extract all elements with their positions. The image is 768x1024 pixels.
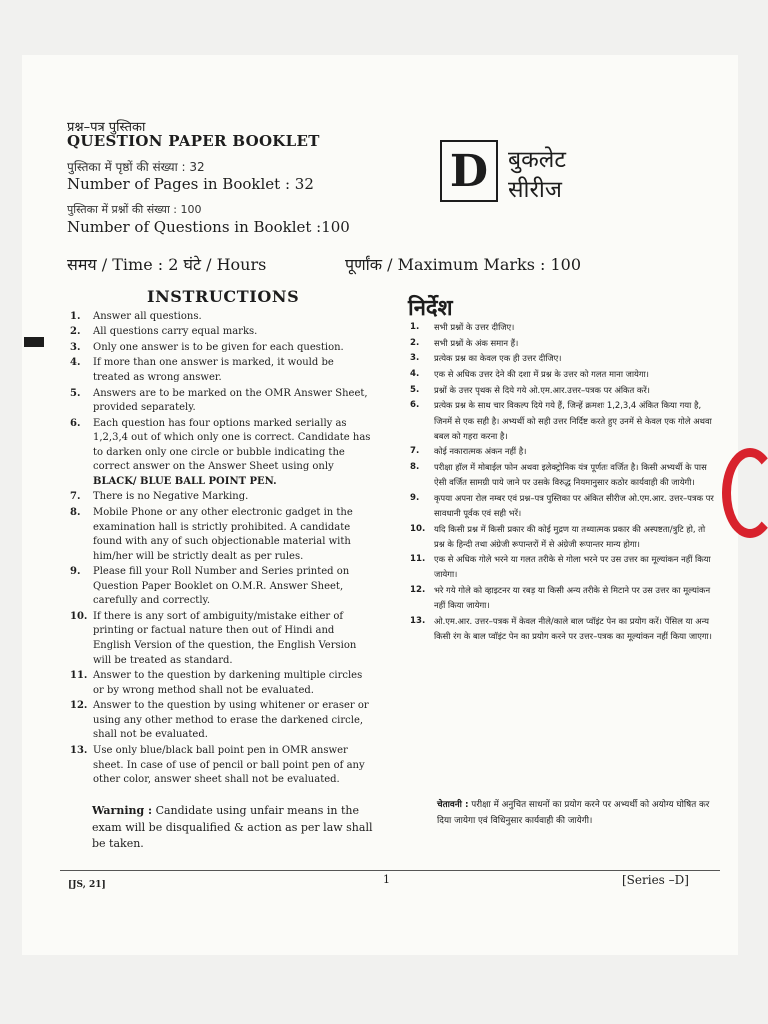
page-count-hindi: पुस्तिका में पृष्ठों की संख्या : 32	[67, 160, 205, 174]
list-item	[70, 565, 372, 609]
warning-label: Warning :	[92, 804, 153, 817]
list-item	[410, 320, 716, 335]
item-number: 1.	[410, 322, 420, 332]
time-allowed: समय / Time : 2 घंटे / Hours	[67, 255, 267, 274]
series-label-series: सीरीज	[508, 177, 562, 203]
booklet-code: [JS, 21]	[68, 880, 106, 890]
item-text: कृपया अपना रोल नम्बर एवं प्रश्न–पत्र पुस्तिका पर अंकित सीरीज ओ.एम.आर. उत्तर–पत्रक पर सावधानी पूर्वक एवं सही भरें।	[434, 492, 714, 518]
item-number: 1.	[70, 311, 81, 322]
item-number: 9.	[70, 566, 81, 578]
item-number: 6.	[410, 400, 420, 411]
item-text: Answer all questions.	[93, 311, 202, 322]
list-item	[410, 444, 716, 459]
item-number: 3.	[410, 353, 420, 364]
item-text: Answer to the question by using whitener or eraser or using any other method to erase the darkened circle, shall not be evaluated.	[93, 700, 369, 741]
item-text-bold: BLACK/ BLUE BALL POINT PEN.	[93, 475, 277, 487]
item-number: 2.	[70, 326, 81, 338]
item-number: 13.	[70, 744, 88, 756]
item-number: 8.	[70, 506, 81, 518]
item-text: भरे गये गोले को व्हाइटनर या रबड़ या किसी अन्य तरीके से मिटाने पर उस उत्तर का मूल्यांकन नहीं किया जायेगा।	[434, 585, 711, 611]
item-text: प्रत्येक प्रश्न के साथ चार विकल्प दिये गये हैं, जिन्हें क्रमशः 1,2,3,4 अंकित किया गया है, जिनमें से एक सही है। अभ्यर्थी को सही उत्तर निर्दिष्ट करते हुए उनमें से केवल एक गोले अथवा बबल को गहरा करना है।	[434, 400, 712, 441]
item-number: 4.	[70, 357, 81, 369]
item-text: Mobile Phone or any other electronic gadget in the examination hall is strictly prohibited. A candidate found with any of such objectionable material with him/her will be strictly dealt as per rules.	[93, 506, 353, 562]
item-text: सभी प्रश्नों के अंक समान हैं।	[434, 337, 519, 348]
instructions-list	[70, 310, 372, 789]
item-text: There is no Negative Marking.	[93, 491, 249, 503]
booklet-title: QUESTION PAPER BOOKLET	[67, 132, 320, 150]
list-item	[410, 367, 716, 382]
list-item	[70, 341, 372, 356]
list-item	[410, 398, 716, 443]
list-item	[70, 744, 372, 788]
footer-divider	[60, 870, 720, 871]
maximum-marks: पूर्णांक / Maximum Marks : 100	[345, 255, 582, 274]
item-text: Each question has four options marked serially as 1,2,3,4 out of which only one is correct. Candidate has to darken only one circle or bubble indicating the correct answer on the Answer Sheet using only	[93, 417, 371, 473]
list-item	[70, 356, 372, 385]
warning-text: Candidate using unfair means in the exam will be disqualified & action as per law shall be taken.	[92, 804, 373, 850]
item-number: 12.	[70, 700, 88, 712]
item-number: 2.	[410, 337, 420, 348]
list-item	[70, 669, 372, 698]
list-item	[70, 325, 372, 340]
list-item	[410, 522, 716, 552]
item-number: 7.	[70, 491, 81, 503]
warning-note	[92, 803, 377, 853]
item-text: प्रत्येक प्रश्न का केवल एक ही उत्तर दीजिए।	[434, 353, 562, 364]
item-text: परीक्षा हॉल में मोबाईल फोन अथवा इलेक्ट्रोनिक यंत्र पूर्णतः वर्जित है। किसी अभ्यर्थी के पास ऐसी वर्जित सामग्री पाये जाने पर उसके विरुद्ध नियमानुसार कठोर कार्यवाही की जायेगी।	[434, 462, 707, 488]
item-number: 12.	[410, 585, 426, 596]
list-item	[70, 490, 372, 505]
series-footer: [Series –D]	[622, 873, 689, 887]
item-text: प्रश्नों के उत्तर पृथक से दिये गये ओ.एम.आर.उत्तर–पत्रक पर अंकित करें।	[434, 384, 650, 395]
item-text: Use only blue/black ball point pen in OMR answer sheet. In case of use of pencil or ball point pen of any other color, answer sheet shall not be evaluated.	[93, 744, 365, 786]
instructions-heading-hindi: निर्देश	[408, 296, 453, 321]
page-count: Number of Pages in Booklet : 32	[67, 175, 314, 193]
question-count: Number of Questions in Booklet :100	[67, 218, 350, 236]
item-number: 7.	[410, 446, 420, 457]
margin-mark	[24, 337, 44, 347]
item-number: 5.	[70, 387, 81, 399]
list-item	[410, 552, 716, 582]
item-number: 6.	[70, 417, 81, 429]
page-number: 1	[383, 873, 390, 886]
item-number: 11.	[70, 670, 88, 682]
instructions-heading: INSTRUCTIONS	[147, 287, 300, 306]
series-label-booklet: बुकलेट	[508, 147, 566, 173]
item-text: If more than one answer is marked, it would be treated as wrong answer.	[93, 357, 334, 384]
item-text: ओ.एम.आर. उत्तर–पत्रक में केवल नीले/काले बाल प्वॉइंट पेन का प्रयोग करें। पेंसिल या अन्य किसी रंग के बाल प्वॉइंट पेन का प्रयोग करने पर उत्तर–पत्रक का मूल्यांकन नहीं किया जाएगा।	[434, 615, 712, 641]
list-item	[70, 310, 372, 325]
item-number: 11.	[410, 554, 426, 565]
list-item	[70, 610, 372, 668]
list-item	[410, 460, 716, 490]
item-number: 4.	[410, 369, 420, 380]
warning-text-hindi: परीक्षा में अनुचित साधनों का प्रयोग करने पर अभ्यर्थी को अयोग्य घोषित कर दिया जायेगा एवं विधिनुसार कार्यवाही की जायेगी।	[437, 800, 710, 826]
item-text: Answers are to be marked on the OMR Answer Sheet, provided separately.	[93, 387, 368, 414]
list-item	[70, 387, 372, 416]
list-item	[410, 491, 716, 521]
item-text: एक से अधिक उत्तर देने की दशा में प्रश्न के उत्तर को गलत माना जायेगा।	[434, 369, 649, 380]
list-item	[410, 614, 716, 644]
item-number: 3.	[70, 341, 81, 353]
item-text: Answer to the question by darkening multiple circles or by wrong method shall not be evaluated.	[93, 670, 363, 696]
item-number: 5.	[410, 384, 420, 395]
item-number: 9.	[410, 492, 420, 503]
item-text: सभी प्रश्नों के उत्तर दीजिए।	[434, 322, 515, 332]
list-item	[70, 417, 372, 490]
item-number: 10.	[410, 523, 426, 534]
list-item	[70, 506, 372, 564]
item-number: 10.	[70, 610, 88, 622]
list-item	[410, 336, 716, 351]
series-letter-box: D	[440, 140, 498, 202]
item-number: 8.	[410, 462, 420, 472]
item-text: All questions carry equal marks.	[93, 326, 258, 338]
instructions-list-hindi	[410, 320, 716, 645]
item-number: 13.	[410, 615, 426, 626]
item-text: Only one answer is to be given for each question.	[93, 341, 344, 353]
list-item	[410, 583, 716, 613]
warning-note-hindi	[437, 798, 712, 829]
question-count-hindi: पुस्तिका में प्रश्नों की संख्या : 100	[67, 203, 202, 216]
item-text: कोई नकारात्मक अंकन नहीं है।	[434, 446, 527, 457]
list-item	[70, 699, 372, 743]
list-item	[410, 351, 716, 366]
booklet-title-hindi: प्रश्न–पत्र पुस्तिका	[67, 120, 146, 135]
item-text: Please fill your Roll Number and Series printed on Question Paper Booklet on O.M.R. Answer Sheet, carefully and correctly.	[93, 566, 350, 607]
item-text: यदि किसी प्रश्न में किसी प्रकार की कोई मुद्रण या तथ्यात्मक प्रकार की अस्पष्टता/त्रुटि हो, तो प्रश्न के हिन्दी तथा अंग्रेजी रूपान्तरों में से अंग्रेजी रूपान्तर मान्य होगा।	[434, 523, 706, 549]
warning-label-hindi: चेतावनी :	[437, 800, 469, 810]
list-item	[410, 383, 716, 398]
item-text: एक से अधिक गोले भरने या गलत तरीके से गोला भरने पर उस उत्तर का मूल्यांकन नहीं किया जायेगा।	[434, 554, 711, 580]
item-text: If there is any sort of ambiguity/mistake either of printing or factual nature then out of Hindi and English Version of the question, the English Version will be treated as standard.	[93, 610, 357, 666]
